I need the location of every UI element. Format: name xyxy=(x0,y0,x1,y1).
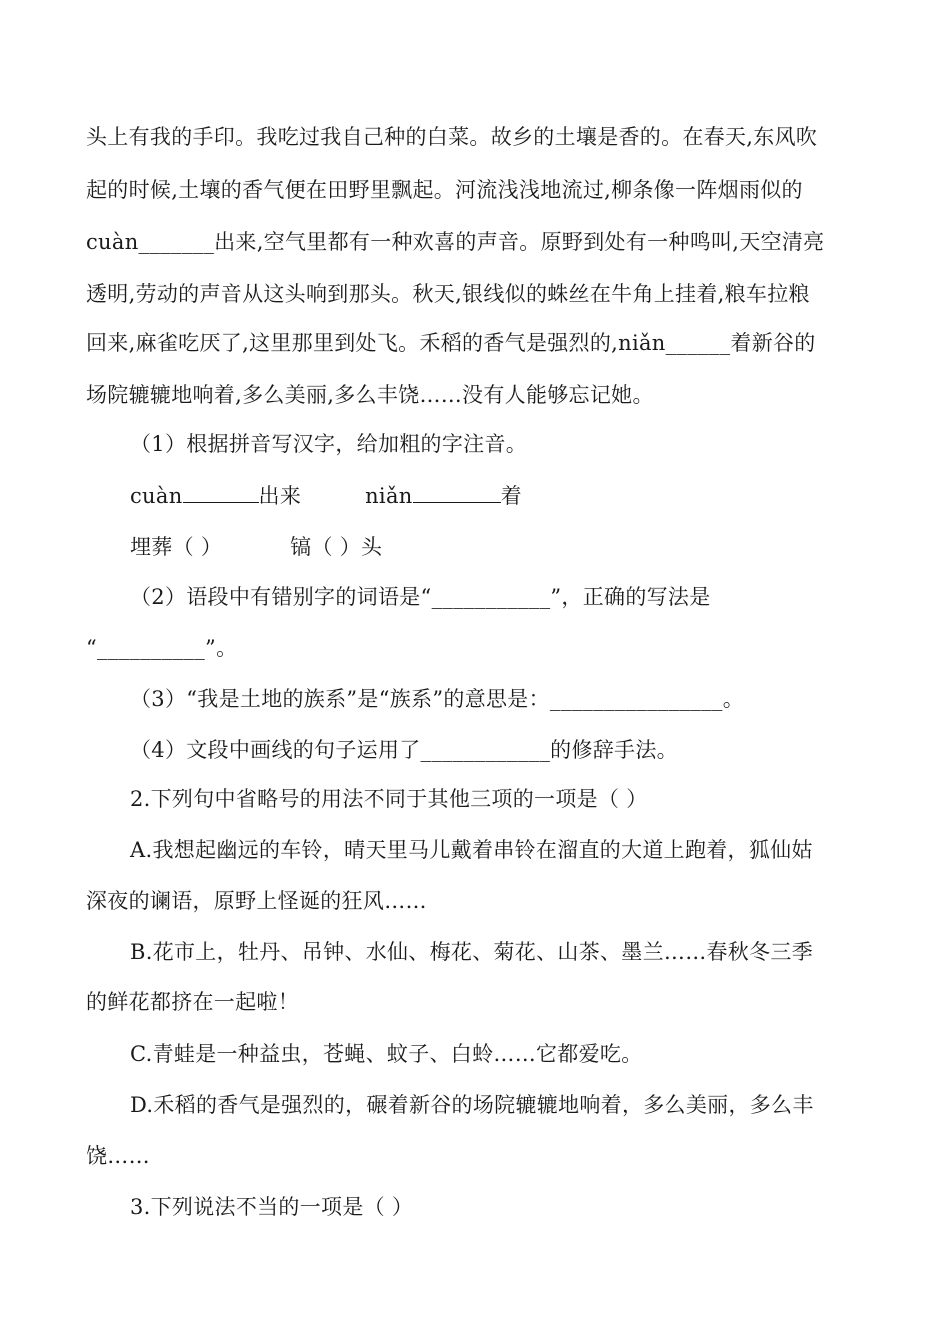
passage-line-6: 场院辘辘地响着,多么美丽,多么丰饶……没有人能够忘记她。 xyxy=(86,383,654,407)
q2-line-1: （2）语段中有错别字的词语是“___________”，正确的写法是 xyxy=(130,585,711,609)
passage-line-1: 头上有我的手印。我吃过我自己种的白菜。故乡的土壤是香的。在春天,东风吹 xyxy=(86,125,818,149)
question2-option-b-line-1: B.花市上，牡丹、吊钟、水仙、梅花、菊花、山茶、墨兰……春秋冬三季 xyxy=(130,940,814,964)
q1-pinyin2-blank[interactable] xyxy=(413,482,501,503)
q3-line: （3）“我是土地的族系”是“族系”的意思是：________________。 xyxy=(130,687,745,711)
question2-option-b-line-2: 的鲜花都挤在一起啦！ xyxy=(86,990,299,1014)
passage-line-5: 回来,麻雀吃厌了,这里那里到处飞。禾稻的香气是强烈的,niǎn______着新谷的 xyxy=(86,331,816,355)
passage-line-2: 起的时候,土壤的香气便在田野里飘起。河流浅浅地流过,柳条像一阵烟雨似的 xyxy=(86,178,803,202)
q1-pinyin1-after: 出来 xyxy=(258,484,302,508)
q4-line: （4）文段中画线的句子运用了____________的修辞手法。 xyxy=(130,738,678,762)
question2-option-a-line-2: 深夜的谰语，原野上怪诞的狂风…… xyxy=(86,889,427,913)
q1-word1: 埋葬（ ） xyxy=(130,535,223,559)
q1-pinyin2-label: niǎn xyxy=(365,484,413,508)
passage-line-4: 透明,劳动的声音从这头响到那头。秋天,银线似的蛛丝在牛角上挂着,粮车拉粮 xyxy=(86,282,810,306)
q1-pinyin-row xyxy=(130,481,522,511)
question2-option-d-line-1: D.禾稻的香气是强烈的，碾着新谷的场院辘辘地响着，多么美丽，多么丰 xyxy=(130,1093,814,1117)
q1-words-row xyxy=(130,532,382,562)
q2-line-2: “__________”。 xyxy=(86,636,238,660)
q1-pinyin2-after: 着 xyxy=(500,484,522,508)
question2-stem: 2.下列句中省略号的用法不同于其他三项的一项是（ ） xyxy=(130,787,648,811)
q1-prompt: （1）根据拼音写汉字，给加粗的字注音。 xyxy=(130,432,528,456)
question3-stem: 3.下列说法不当的一项是（ ） xyxy=(130,1195,414,1219)
q1-pinyin1-blank[interactable] xyxy=(183,482,259,503)
q1-pinyin1-label: cuàn xyxy=(130,484,183,508)
q1-word2: 镐（ ）头 xyxy=(290,535,383,559)
question2-option-c: C.青蛙是一种益虫，苍蝇、蚊子、白蛉……它都爱吃。 xyxy=(130,1042,643,1066)
passage-line-3: cuàn_______出来,空气里都有一种欢喜的声音。原野到处有一种鸣叫,天空清亮 xyxy=(86,230,825,254)
question2-option-d-line-2: 饶…… xyxy=(86,1144,150,1168)
question2-option-a-line-1: A.我想起幽远的车铃，晴天里马儿戴着串铃在溜直的大道上跑着，狐仙姑 xyxy=(130,838,813,862)
